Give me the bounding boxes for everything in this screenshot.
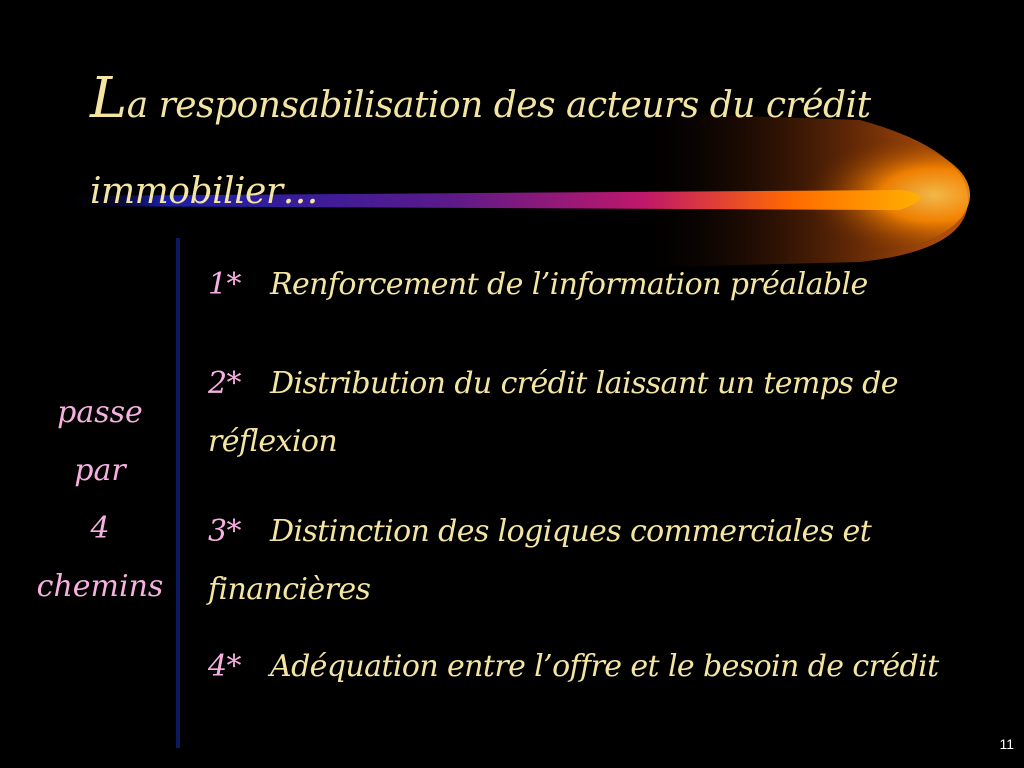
item-text: Renforcement de l’information préalable: [270, 267, 868, 302]
side-label: [28, 384, 172, 616]
item-number: 2*: [208, 366, 241, 401]
list-item: [208, 355, 998, 471]
item-number: 1*: [208, 267, 241, 302]
slide-title: [90, 58, 970, 240]
item-number: 4*: [208, 649, 241, 684]
item-text: Distribution du crédit laissant un temps de réflexion: [208, 366, 898, 459]
vertical-divider: [176, 238, 180, 748]
title-line2: immobilier…: [90, 171, 319, 212]
title-line1: a responsabilisation des acteurs du crédit: [126, 85, 871, 126]
side-label-word: passe: [57, 395, 143, 430]
title-dropcap: L: [90, 66, 127, 131]
side-label-word: 4: [90, 511, 110, 546]
list-item: [208, 256, 998, 314]
item-text: Distinction des logiques commerciales et financières: [208, 514, 872, 607]
list-item: [208, 638, 998, 696]
list-item: [208, 503, 998, 619]
item-text: Adéquation entre l’offre et le besoin de crédit: [270, 649, 939, 684]
side-label-word: chemins: [36, 569, 164, 604]
item-number: 3*: [208, 514, 241, 549]
side-label-word: par: [74, 453, 126, 488]
page-number: 11: [999, 736, 1014, 752]
